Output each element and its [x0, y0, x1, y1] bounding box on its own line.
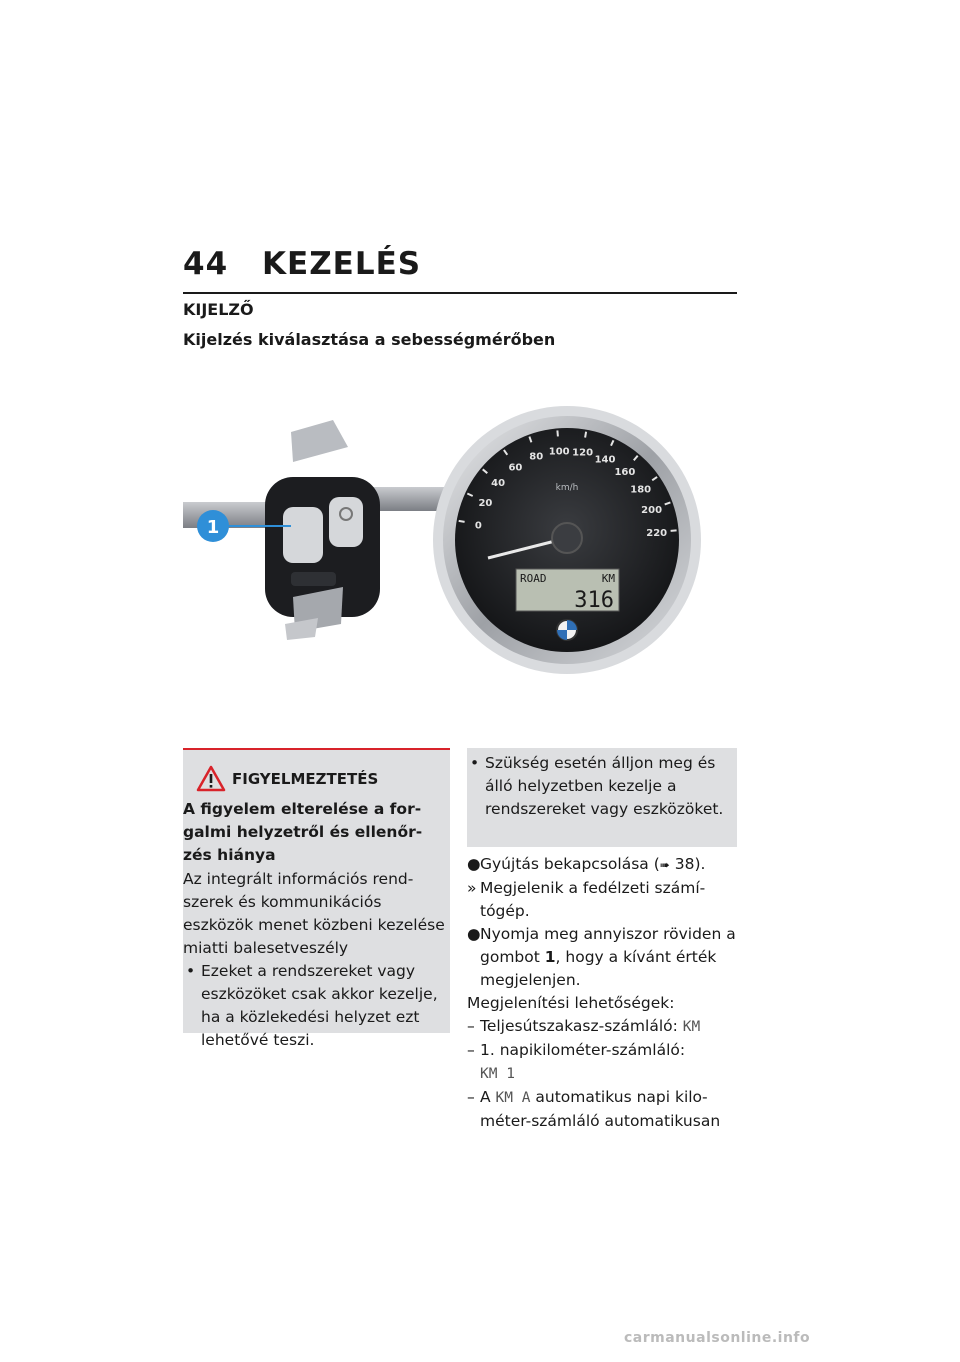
option-dash: – [467, 1017, 475, 1035]
speed-tick-mark [585, 432, 586, 438]
speed-tick-label: 40 [491, 478, 506, 490]
notice-bullet: • Szükség esetén álljon meg és álló helyzetben kezelje a rendszereket vagy eszközöket. [467, 752, 727, 821]
speed-tick-label: 160 [614, 467, 636, 479]
result-marker: » [467, 879, 477, 897]
speedometer [433, 406, 701, 674]
speed-tick-label: 220 [646, 528, 668, 540]
speed-unit: km/h [555, 483, 579, 493]
callout-label: 1 [206, 517, 220, 538]
lcd-mode: ROAD [520, 572, 547, 585]
step-item: ● Gyújtás bekapcsolása (➠ 38). [467, 853, 737, 877]
speed-tick-mark [459, 521, 465, 522]
notice-box-text [467, 752, 727, 821]
warning-body [183, 868, 445, 1052]
option-code: KM [682, 1019, 701, 1035]
speed-tick-label: 0 [474, 520, 482, 532]
speed-tick-label: 120 [572, 447, 594, 459]
speed-tick-label: 180 [630, 484, 652, 496]
section-title: KIJELZŐ [183, 300, 254, 319]
speed-tick-label: 140 [594, 454, 616, 466]
option-item: – A KM A automatikus napi kilométer-számláló automatikusan [467, 1088, 721, 1130]
step-bullet: ● [467, 855, 481, 873]
button-ref: 1 [544, 948, 556, 966]
header-rule [183, 292, 737, 294]
speed-tick-label: 100 [548, 446, 570, 458]
instruction-list [467, 853, 737, 1133]
section-subtitle: Kijelzés kiválasztása a sebességmérőben [183, 330, 556, 349]
option-code: KM 1 [480, 1066, 515, 1082]
page-number: 44 [183, 246, 229, 282]
step-item: ● Nyomja meg annyiszor röviden a gombot 1, hogy a kívánt érték megjelenjen. [467, 925, 736, 989]
page-ref-arrow-icon: ➠ [659, 858, 670, 872]
handlebar-speedometer-figure [183, 392, 737, 722]
watermark: carmanualsonline.info [624, 1330, 811, 1346]
lcd-unit: KM [601, 572, 615, 585]
chapter-title: KEZELÉS [262, 246, 422, 282]
option-item: – 1. napikilométer-számláló: KM 1 [467, 1041, 686, 1082]
option-dash: – [467, 1041, 475, 1059]
warning-text: Az integrált információs rendszerek és kommunikációs eszközök menet közbeni kezelése miatti balesetveszély [183, 870, 445, 957]
warning-title: FIGYELMEZTETÉS [232, 770, 379, 788]
option-code: KM A [495, 1090, 531, 1106]
step-bullet: ● [467, 925, 481, 943]
option-item: – Teljesútszakasz-számláló: KM [467, 1015, 737, 1039]
speed-tick-mark [557, 430, 558, 436]
speed-tick-label: 200 [641, 505, 663, 517]
warning-triangle-icon [196, 765, 226, 792]
options-label: Megjelenítési lehetőségek: [467, 994, 675, 1012]
speed-tick-label: 20 [478, 498, 493, 509]
lcd-value: 316 [574, 588, 614, 613]
result-item: » Megjelenik a fedélzeti számítógép. [467, 879, 706, 920]
page-ref[interactable]: 38 [674, 855, 695, 873]
option-dash: – [467, 1088, 475, 1106]
speed-tick-label: 80 [529, 451, 544, 463]
warning-bullet: • Ezeket a rendszereket vagy eszközöket csak akkor kezelje, ha a közlekedési helyzet ezt lehetővé teszi. [183, 960, 445, 1052]
warning-heading: A figyelem elterelése a forgalmi helyzetről és ellenőrzés hiánya [183, 800, 423, 864]
speed-tick-label: 60 [508, 462, 523, 474]
speed-tick-mark [671, 530, 677, 531]
